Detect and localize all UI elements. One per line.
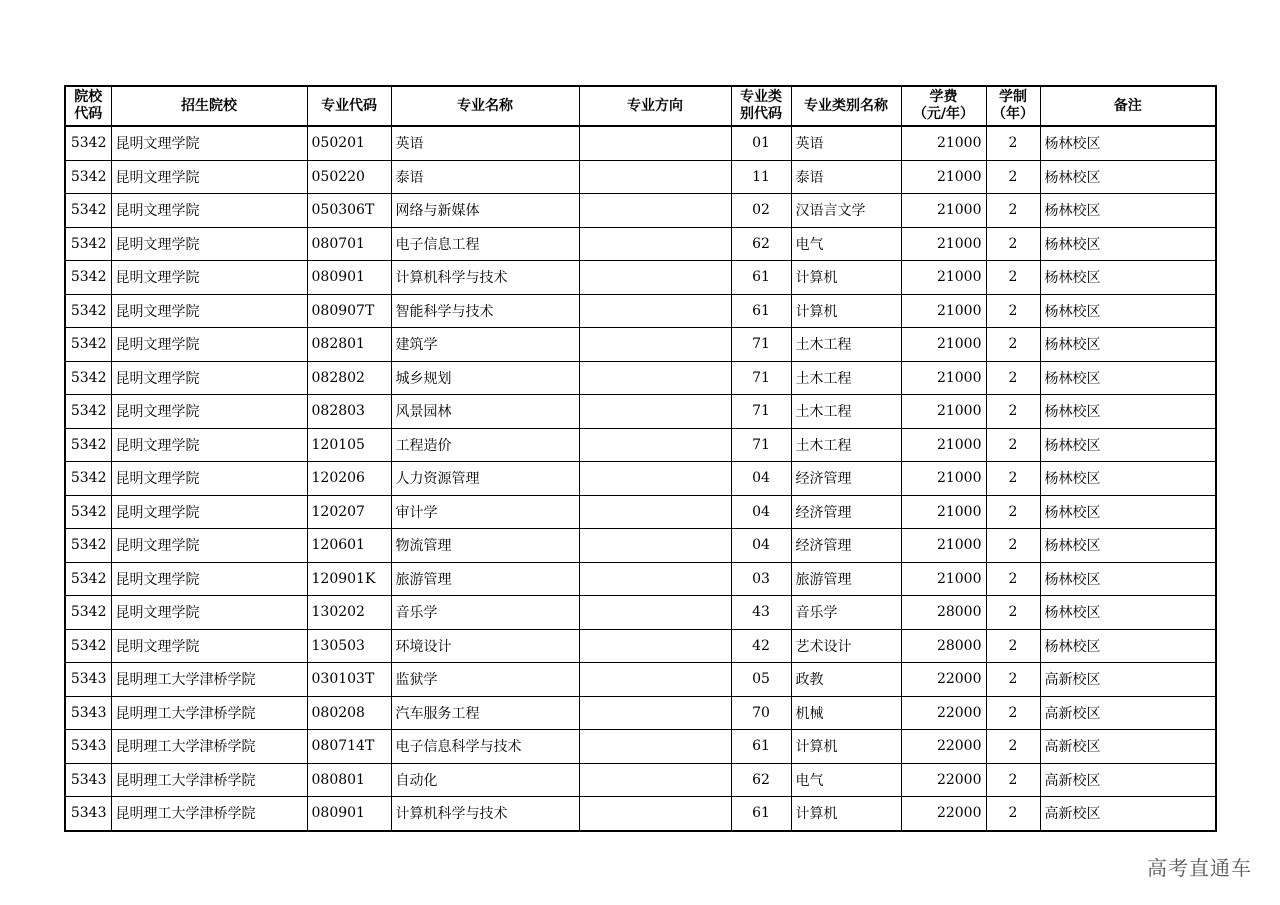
cell-school-code: 5342 (65, 462, 111, 496)
cell-direction (579, 261, 731, 295)
cell-school-code: 5342 (65, 495, 111, 529)
cell-major-name: 音乐学 (391, 596, 579, 630)
cell-direction (579, 462, 731, 496)
cell-school-code: 5342 (65, 395, 111, 429)
cell-tuition: 21000 (901, 562, 986, 596)
table-row (65, 194, 1216, 228)
cell-category-name: 土木工程 (791, 428, 901, 462)
table-row (65, 596, 1216, 630)
cell-years: 2 (986, 261, 1040, 295)
table-row (65, 629, 1216, 663)
cell-school-code: 5342 (65, 629, 111, 663)
cell-major-code: 080801 (307, 763, 391, 797)
header-category-code (731, 86, 791, 126)
header-years (986, 86, 1040, 126)
cell-category-code: 04 (731, 462, 791, 496)
cell-tuition: 21000 (901, 328, 986, 362)
cell-major-name: 工程造价 (391, 428, 579, 462)
table-row (65, 328, 1216, 362)
cell-major-name: 审计学 (391, 495, 579, 529)
cell-notes: 杨林校区 (1040, 462, 1216, 496)
cell-major-name: 计算机科学与技术 (391, 797, 579, 831)
cell-years: 2 (986, 428, 1040, 462)
cell-tuition: 21000 (901, 160, 986, 194)
cell-school-code: 5342 (65, 529, 111, 563)
cell-direction (579, 696, 731, 730)
table-row (65, 696, 1216, 730)
cell-major-code: 080714T (307, 730, 391, 764)
cell-major-name: 汽车服务工程 (391, 696, 579, 730)
header-tuition (901, 86, 986, 126)
cell-direction (579, 562, 731, 596)
cell-school-name: 昆明文理学院 (111, 428, 307, 462)
cell-direction (579, 428, 731, 462)
cell-category-code: 71 (731, 328, 791, 362)
cell-major-code: 080901 (307, 261, 391, 295)
cell-notes: 杨林校区 (1040, 261, 1216, 295)
header-notes-text: 备注 (1113, 97, 1142, 114)
cell-years: 2 (986, 462, 1040, 496)
cell-direction (579, 395, 731, 429)
cell-school-name: 昆明文理学院 (111, 126, 307, 160)
cell-years: 2 (986, 294, 1040, 328)
cell-tuition: 21000 (901, 495, 986, 529)
cell-notes: 杨林校区 (1040, 428, 1216, 462)
table-row (65, 160, 1216, 194)
cell-school-code: 5342 (65, 194, 111, 228)
cell-years: 2 (986, 395, 1040, 429)
cell-major-code: 120901K (307, 562, 391, 596)
cell-category-code: 01 (731, 126, 791, 160)
cell-notes: 杨林校区 (1040, 562, 1216, 596)
table-body (65, 126, 1216, 831)
cell-major-code: 050201 (307, 126, 391, 160)
cell-notes: 杨林校区 (1040, 596, 1216, 630)
table-row (65, 797, 1216, 831)
header-category-code-text: 专业类 别代码 (740, 89, 782, 122)
cell-major-name: 网络与新媒体 (391, 194, 579, 228)
table-row (65, 294, 1216, 328)
cell-years: 2 (986, 361, 1040, 395)
cell-tuition: 21000 (901, 227, 986, 261)
cell-notes: 杨林校区 (1040, 361, 1216, 395)
header-school-code (65, 86, 111, 126)
cell-tuition: 22000 (901, 730, 986, 764)
watermark: 高考直通车 (1147, 856, 1252, 880)
cell-category-code: 62 (731, 227, 791, 261)
cell-direction (579, 529, 731, 563)
table-row (65, 495, 1216, 529)
cell-category-code: 71 (731, 395, 791, 429)
cell-school-name: 昆明理工大学津桥学院 (111, 797, 307, 831)
cell-years: 2 (986, 529, 1040, 563)
header-category-name-text: 专业类别名称 (804, 97, 888, 114)
cell-category-name: 土木工程 (791, 328, 901, 362)
cell-school-code: 5342 (65, 361, 111, 395)
cell-tuition: 21000 (901, 261, 986, 295)
cell-notes: 杨林校区 (1040, 629, 1216, 663)
cell-major-code: 080701 (307, 227, 391, 261)
cell-tuition: 21000 (901, 126, 986, 160)
cell-years: 2 (986, 596, 1040, 630)
header-school-name-text: 招生院校 (181, 97, 237, 114)
cell-direction (579, 797, 731, 831)
table-row (65, 529, 1216, 563)
table-row (65, 730, 1216, 764)
cell-notes: 杨林校区 (1040, 495, 1216, 529)
cell-school-name: 昆明文理学院 (111, 361, 307, 395)
header-major-name (391, 86, 579, 126)
cell-tuition: 28000 (901, 629, 986, 663)
cell-direction (579, 328, 731, 362)
cell-major-code: 130503 (307, 629, 391, 663)
table-row (65, 227, 1216, 261)
cell-major-code: 082803 (307, 395, 391, 429)
table-row (65, 261, 1216, 295)
header-direction (579, 86, 731, 126)
cell-major-name: 城乡规划 (391, 361, 579, 395)
cell-category-code: 71 (731, 361, 791, 395)
cell-direction (579, 629, 731, 663)
cell-major-name: 计算机科学与技术 (391, 261, 579, 295)
cell-tuition: 21000 (901, 462, 986, 496)
header-major-code (307, 86, 391, 126)
header-notes (1040, 86, 1216, 126)
cell-category-name: 经济管理 (791, 495, 901, 529)
cell-major-code: 120601 (307, 529, 391, 563)
cell-category-code: 71 (731, 428, 791, 462)
cell-major-name: 物流管理 (391, 529, 579, 563)
cell-direction (579, 763, 731, 797)
cell-category-name: 计算机 (791, 730, 901, 764)
cell-tuition: 22000 (901, 663, 986, 697)
cell-notes: 高新校区 (1040, 763, 1216, 797)
cell-years: 2 (986, 696, 1040, 730)
header-direction-text: 专业方向 (627, 97, 683, 114)
cell-major-code: 082802 (307, 361, 391, 395)
cell-years: 2 (986, 797, 1040, 831)
cell-major-code: 130202 (307, 596, 391, 630)
cell-school-code: 5342 (65, 126, 111, 160)
cell-major-name: 旅游管理 (391, 562, 579, 596)
cell-direction (579, 596, 731, 630)
cell-major-name: 英语 (391, 126, 579, 160)
cell-tuition: 28000 (901, 596, 986, 630)
cell-school-code: 5342 (65, 328, 111, 362)
cell-school-name: 昆明理工大学津桥学院 (111, 696, 307, 730)
cell-direction (579, 194, 731, 228)
cell-tuition: 22000 (901, 797, 986, 831)
cell-school-name: 昆明理工大学津桥学院 (111, 730, 307, 764)
cell-major-name: 环境设计 (391, 629, 579, 663)
cell-school-code: 5343 (65, 730, 111, 764)
header-category-name (791, 86, 901, 126)
cell-major-code: 080901 (307, 797, 391, 831)
cell-notes: 杨林校区 (1040, 529, 1216, 563)
header-years-text: 学制 （年） (992, 89, 1034, 122)
cell-notes: 杨林校区 (1040, 294, 1216, 328)
cell-tuition: 21000 (901, 529, 986, 563)
cell-major-name: 智能科学与技术 (391, 294, 579, 328)
cell-category-name: 音乐学 (791, 596, 901, 630)
cell-school-name: 昆明理工大学津桥学院 (111, 763, 307, 797)
cell-category-name: 艺术设计 (791, 629, 901, 663)
table-row (65, 361, 1216, 395)
cell-school-name: 昆明理工大学津桥学院 (111, 663, 307, 697)
cell-tuition: 22000 (901, 696, 986, 730)
cell-major-code: 120105 (307, 428, 391, 462)
cell-major-name: 电子信息科学与技术 (391, 730, 579, 764)
table-row (65, 126, 1216, 160)
cell-years: 2 (986, 227, 1040, 261)
cell-years: 2 (986, 629, 1040, 663)
cell-notes: 杨林校区 (1040, 328, 1216, 362)
cell-major-code: 030103T (307, 663, 391, 697)
cell-category-name: 土木工程 (791, 395, 901, 429)
cell-category-name: 经济管理 (791, 462, 901, 496)
cell-years: 2 (986, 663, 1040, 697)
cell-notes: 高新校区 (1040, 696, 1216, 730)
cell-category-code: 42 (731, 629, 791, 663)
cell-years: 2 (986, 562, 1040, 596)
cell-category-code: 43 (731, 596, 791, 630)
cell-notes: 高新校区 (1040, 663, 1216, 697)
cell-major-name: 风景园林 (391, 395, 579, 429)
cell-years: 2 (986, 763, 1040, 797)
cell-category-name: 计算机 (791, 797, 901, 831)
cell-category-name: 计算机 (791, 261, 901, 295)
cell-major-name: 自动化 (391, 763, 579, 797)
cell-major-name: 人力资源管理 (391, 462, 579, 496)
cell-school-code: 5342 (65, 562, 111, 596)
table-row (65, 428, 1216, 462)
cell-category-name: 电气 (791, 227, 901, 261)
cell-school-name: 昆明文理学院 (111, 261, 307, 295)
cell-school-name: 昆明文理学院 (111, 529, 307, 563)
cell-category-code: 61 (731, 797, 791, 831)
cell-tuition: 21000 (901, 428, 986, 462)
cell-major-code: 050220 (307, 160, 391, 194)
cell-school-name: 昆明文理学院 (111, 395, 307, 429)
cell-category-code: 04 (731, 529, 791, 563)
cell-category-name: 计算机 (791, 294, 901, 328)
cell-notes: 高新校区 (1040, 797, 1216, 831)
cell-major-code: 120207 (307, 495, 391, 529)
cell-school-code: 5342 (65, 227, 111, 261)
cell-category-name: 汉语言文学 (791, 194, 901, 228)
cell-direction (579, 294, 731, 328)
table-row (65, 562, 1216, 596)
cell-school-name: 昆明文理学院 (111, 462, 307, 496)
cell-major-name: 建筑学 (391, 328, 579, 362)
admissions-table (64, 85, 1217, 832)
cell-direction (579, 227, 731, 261)
cell-category-code: 02 (731, 194, 791, 228)
cell-school-name: 昆明文理学院 (111, 562, 307, 596)
cell-category-code: 61 (731, 294, 791, 328)
cell-school-code: 5343 (65, 663, 111, 697)
cell-tuition: 22000 (901, 763, 986, 797)
cell-major-code: 082801 (307, 328, 391, 362)
cell-years: 2 (986, 126, 1040, 160)
cell-category-code: 61 (731, 730, 791, 764)
cell-years: 2 (986, 328, 1040, 362)
cell-major-code: 080907T (307, 294, 391, 328)
cell-tuition: 21000 (901, 194, 986, 228)
cell-category-name: 旅游管理 (791, 562, 901, 596)
cell-category-code: 03 (731, 562, 791, 596)
cell-notes: 杨林校区 (1040, 194, 1216, 228)
header-tuition-text: 学费 （元/年） (912, 89, 975, 122)
cell-school-name: 昆明文理学院 (111, 328, 307, 362)
header-major-name-text: 专业名称 (457, 97, 513, 114)
cell-years: 2 (986, 194, 1040, 228)
cell-category-name: 机械 (791, 696, 901, 730)
header-major-code-text: 专业代码 (321, 97, 377, 114)
table-row (65, 395, 1216, 429)
cell-notes: 杨林校区 (1040, 160, 1216, 194)
cell-years: 2 (986, 730, 1040, 764)
cell-category-name: 土木工程 (791, 361, 901, 395)
cell-direction (579, 361, 731, 395)
cell-school-name: 昆明文理学院 (111, 194, 307, 228)
cell-major-name: 监狱学 (391, 663, 579, 697)
cell-category-code: 61 (731, 261, 791, 295)
cell-school-code: 5342 (65, 428, 111, 462)
cell-major-name: 电子信息工程 (391, 227, 579, 261)
cell-tuition: 21000 (901, 361, 986, 395)
cell-school-code: 5343 (65, 763, 111, 797)
cell-category-code: 62 (731, 763, 791, 797)
cell-major-code: 050306T (307, 194, 391, 228)
cell-major-code: 080208 (307, 696, 391, 730)
table-row (65, 763, 1216, 797)
table-row (65, 462, 1216, 496)
cell-category-name: 英语 (791, 126, 901, 160)
cell-school-name: 昆明文理学院 (111, 629, 307, 663)
cell-major-name: 泰语 (391, 160, 579, 194)
cell-notes: 杨林校区 (1040, 395, 1216, 429)
cell-category-name: 泰语 (791, 160, 901, 194)
table-row (65, 663, 1216, 697)
cell-school-code: 5343 (65, 797, 111, 831)
cell-category-name: 政教 (791, 663, 901, 697)
cell-direction (579, 495, 731, 529)
header-row (65, 86, 1216, 126)
header-school-code-text: 院校 代码 (74, 89, 103, 122)
cell-direction (579, 730, 731, 764)
cell-tuition: 21000 (901, 395, 986, 429)
cell-category-code: 11 (731, 160, 791, 194)
cell-school-name: 昆明文理学院 (111, 160, 307, 194)
cell-category-name: 经济管理 (791, 529, 901, 563)
cell-school-name: 昆明文理学院 (111, 294, 307, 328)
cell-school-name: 昆明文理学院 (111, 227, 307, 261)
cell-direction (579, 663, 731, 697)
cell-notes: 杨林校区 (1040, 126, 1216, 160)
header-school-name (111, 86, 307, 126)
cell-school-code: 5342 (65, 160, 111, 194)
cell-years: 2 (986, 160, 1040, 194)
cell-direction (579, 126, 731, 160)
cell-category-name: 电气 (791, 763, 901, 797)
cell-school-code: 5342 (65, 294, 111, 328)
cell-school-code: 5343 (65, 696, 111, 730)
cell-category-code: 70 (731, 696, 791, 730)
cell-school-code: 5342 (65, 596, 111, 630)
cell-direction (579, 160, 731, 194)
cell-tuition: 21000 (901, 294, 986, 328)
cell-major-code: 120206 (307, 462, 391, 496)
cell-school-code: 5342 (65, 261, 111, 295)
cell-school-name: 昆明文理学院 (111, 495, 307, 529)
cell-notes: 高新校区 (1040, 730, 1216, 764)
cell-notes: 杨林校区 (1040, 227, 1216, 261)
cell-school-name: 昆明文理学院 (111, 596, 307, 630)
cell-category-code: 05 (731, 663, 791, 697)
cell-category-code: 04 (731, 495, 791, 529)
cell-years: 2 (986, 495, 1040, 529)
